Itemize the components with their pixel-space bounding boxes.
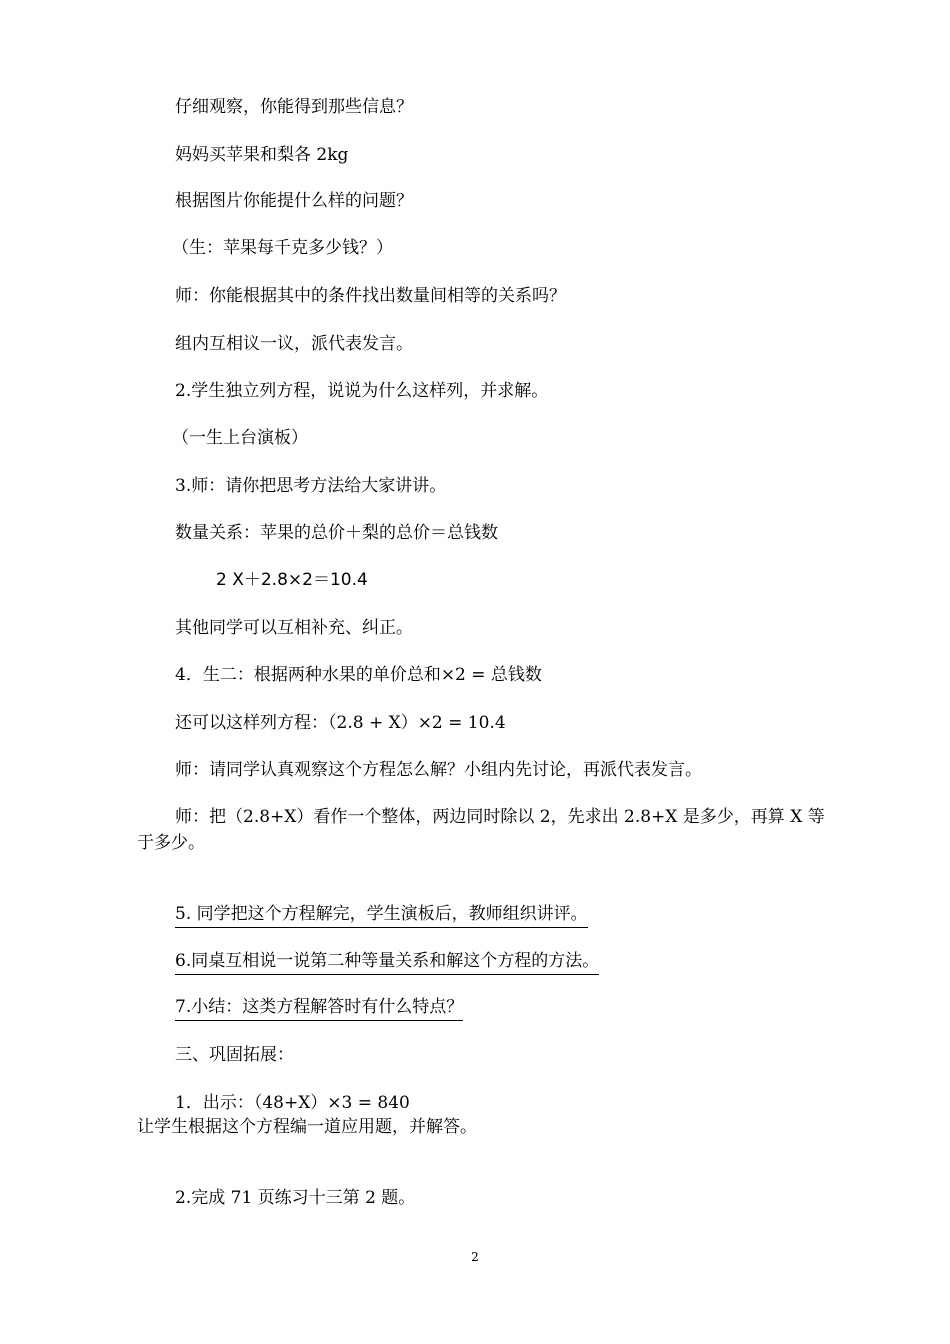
paragraph: 仔细观察，你能得到那些信息？ xyxy=(175,97,413,117)
paragraph: 让学生根据这个方程编一道应用题，并解答。 xyxy=(137,1117,477,1137)
paragraph: 2.完成 71 页练习十三第 2 题。 xyxy=(175,1188,416,1208)
paragraph: 妈妈买苹果和梨各 2kg xyxy=(175,145,349,165)
underlined-paragraph: 5. 同学把这个方程解完，学生演板后，教师组织讲评。 xyxy=(175,903,588,928)
paragraph: 师：把（2.8+X）看作一个整体，两边同时除以 2，先求出 2.8+X 是多少，再算 X 等 xyxy=(175,807,825,827)
section-heading: 三、巩固拓展： xyxy=(175,1045,294,1065)
underlined-paragraph: 7.小结：这类方程解答时有什么特点？ xyxy=(175,996,463,1021)
paragraph: 1．出示：（48+X）×3 = 840 xyxy=(175,1093,410,1113)
page-number: 2 xyxy=(471,1250,479,1264)
paragraph: 还可以这样列方程：（2.8 + X）×2 = 10.4 xyxy=(175,713,506,733)
paragraph: （一生上台演板） xyxy=(172,428,308,448)
paragraph: 组内互相议一议，派代表发言。 xyxy=(175,334,413,354)
paragraph: 4．生二：根据两种水果的单价总和×2 = 总钱数 xyxy=(175,665,542,685)
paragraph: 数量关系：苹果的总价＋梨的总价＝总钱数 xyxy=(175,523,498,543)
paragraph: 师：你能根据其中的条件找出数量间相等的关系吗？ xyxy=(175,286,566,306)
underlined-paragraph: 6.同桌互相说一说第二种等量关系和解这个方程的方法。 xyxy=(175,950,599,975)
paragraph: 3.师：请你把思考方法给大家讲讲。 xyxy=(175,476,447,496)
paragraph: 根据图片你能提什么样的问题？ xyxy=(175,191,413,211)
paragraph: 2.学生独立列方程，说说为什么这样列，并求解。 xyxy=(175,381,549,401)
paragraph: 师：请同学认真观察这个方程怎么解？小组内先讨论，再派代表发言。 xyxy=(175,760,702,780)
equation: 2 X＋2.8×2＝10.4 xyxy=(216,570,368,590)
paragraph: 于多少。 xyxy=(137,833,205,853)
paragraph: （生：苹果每千克多少钱？） xyxy=(172,238,393,258)
paragraph: 其他同学可以互相补充、纠正。 xyxy=(175,618,413,638)
